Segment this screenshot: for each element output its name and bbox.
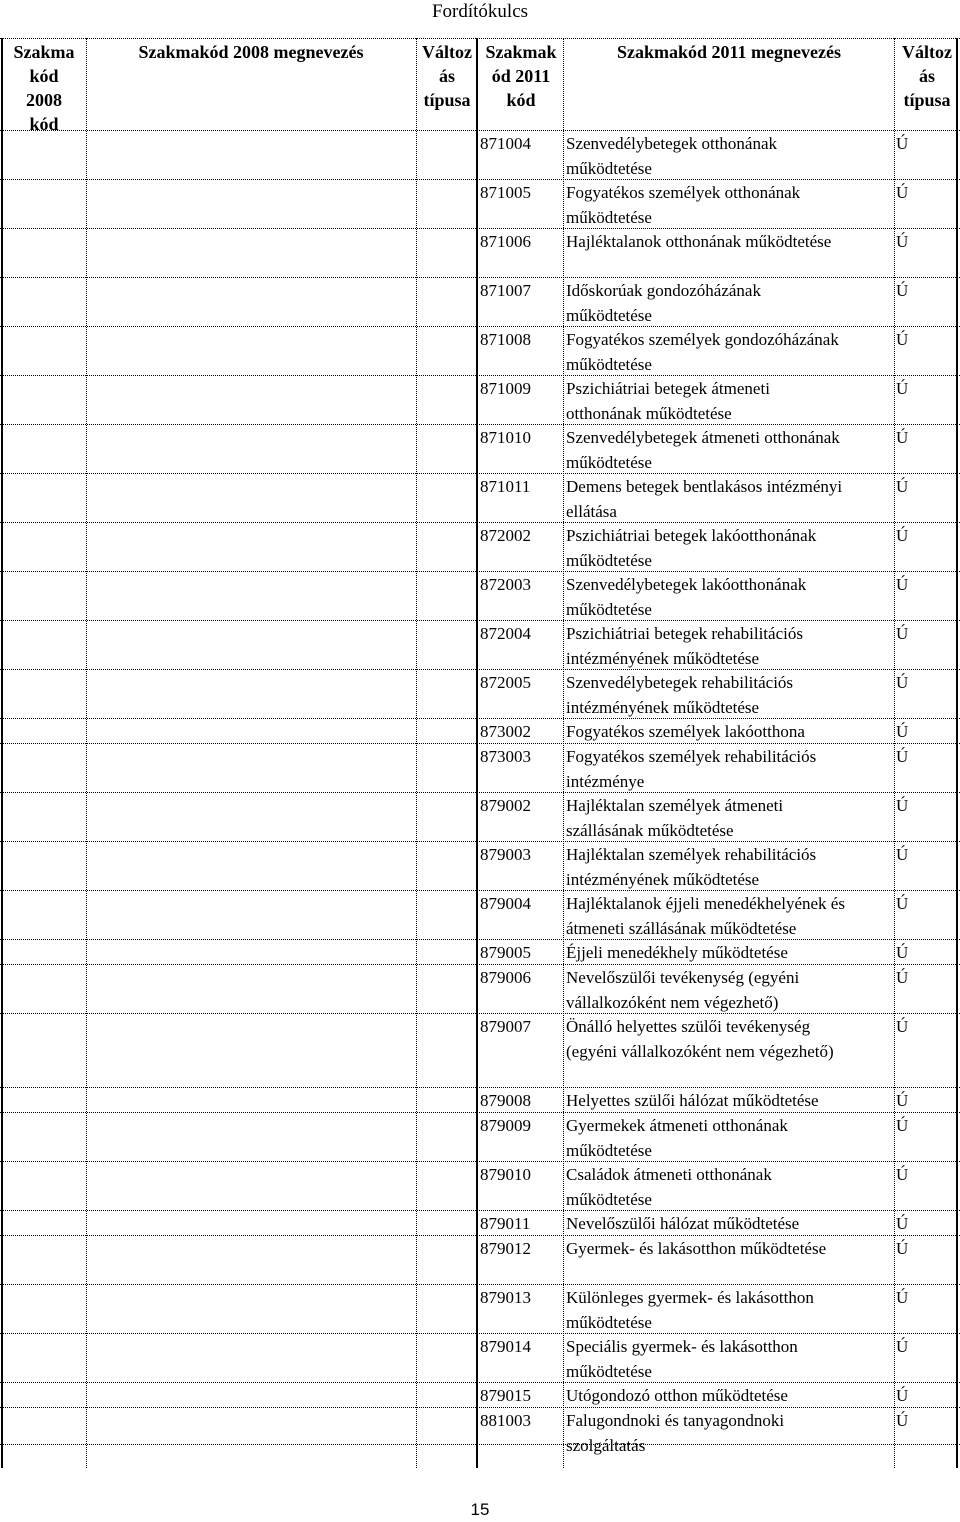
row-type: Ú: [896, 1214, 909, 1233]
row-type: Ú: [896, 1411, 909, 1430]
table-row: [0, 719, 960, 744]
row-code: 879014: [480, 1337, 531, 1356]
row-name: Speciális gyermek- és lakásotthon működtetése: [566, 1337, 798, 1381]
table-row: [0, 1088, 960, 1113]
table-row: [0, 940, 960, 965]
row-code: 871006: [480, 232, 531, 251]
row-name: Helyettes szülői hálózat működtetése: [566, 1091, 819, 1110]
row-type: Ú: [896, 747, 909, 766]
header-new-type: Változ ás típusa: [902, 42, 952, 110]
row-code: 879006: [480, 968, 531, 987]
row-type: Ú: [896, 1116, 909, 1135]
row-name: Pszichiátriai betegek lakóotthonának működtetése: [566, 526, 817, 570]
table-row: [0, 891, 960, 940]
row-type: Ú: [896, 968, 909, 987]
table-row: [0, 1408, 960, 1455]
row-code: 871010: [480, 428, 531, 447]
row-name: Önálló helyettes szülői tevékenység (egyéni vállalkozóként nem végezhető): [566, 1017, 834, 1061]
row-name: Különleges gyermek- és lakásotthon működtetése: [566, 1288, 814, 1332]
table-row: [0, 965, 960, 1014]
column-divider: [1, 38, 3, 1468]
column-divider: [476, 38, 478, 1468]
table-row: [0, 744, 960, 793]
table-row: [0, 793, 960, 842]
table-row: [0, 180, 960, 229]
row-code: 879002: [480, 796, 531, 815]
table-row: [0, 1285, 960, 1334]
column-divider: [956, 38, 958, 1468]
table-row: [0, 1211, 960, 1236]
column-divider: [416, 38, 417, 1468]
row-name: Hajléktalan személyek átmeneti szállásának működtetése: [566, 796, 784, 840]
row-name: Szenvedélybetegek otthonának működtetése: [566, 134, 778, 178]
row-type: Ú: [896, 943, 909, 962]
translation-key-table: [0, 38, 960, 1455]
table-row: [0, 1162, 960, 1211]
row-type: Ú: [896, 477, 909, 496]
row-type: Ú: [896, 330, 909, 349]
row-type: Ú: [896, 281, 909, 300]
row-name: Éjjeli menedékhely működtetése: [566, 943, 788, 962]
row-name: Nevelőszülői hálózat működtetése: [566, 1214, 800, 1233]
row-code: 879015: [480, 1386, 531, 1405]
row-code: 871004: [480, 134, 531, 153]
row-type: Ú: [896, 624, 909, 643]
table-row: [0, 1014, 960, 1088]
row-code: 871005: [480, 183, 531, 202]
row-type: Ú: [896, 134, 909, 153]
row-name: Pszichiátriai betegek rehabilitációs intézményének működtetése: [566, 624, 803, 668]
table-row: [0, 1383, 960, 1408]
row-code: 872005: [480, 673, 531, 692]
row-code: 871011: [480, 477, 531, 496]
header-new-name: Szakmakód 2011 megnevezés: [617, 42, 841, 62]
row-type: Ú: [896, 1165, 909, 1184]
row-name: Fogyatékos személyek otthonának működtetése: [566, 183, 801, 227]
table-header: [0, 38, 960, 134]
table-row: [0, 621, 960, 670]
table-row: [0, 1334, 960, 1383]
row-code: 872003: [480, 575, 531, 594]
row-type: Ú: [896, 1017, 909, 1036]
row-code: 879003: [480, 845, 531, 864]
table-row: [0, 131, 960, 180]
row-type: Ú: [896, 183, 909, 202]
row-type: Ú: [896, 673, 909, 692]
row-type: Ú: [896, 1091, 909, 1110]
row-type: Ú: [896, 526, 909, 545]
row-name: Családok átmeneti otthonának működtetése: [566, 1165, 772, 1209]
row-name: Fogyatékos személyek gondozóházának működtetése: [566, 330, 839, 374]
row-type: Ú: [896, 722, 909, 741]
row-type: Ú: [896, 575, 909, 594]
table-row: [0, 842, 960, 891]
table-row: [0, 1236, 960, 1285]
table-row: [0, 670, 960, 719]
header-old-name: Szakmakód 2008 megnevezés: [138, 42, 364, 62]
row-name: Falugondnoki és tanyagondnoki szolgáltatás: [566, 1411, 785, 1455]
page-title: Fordítókulcs: [431, 1, 529, 22]
row-type: Ú: [896, 1386, 909, 1405]
row-type: Ú: [896, 845, 909, 864]
row-type: Ú: [896, 796, 909, 815]
table-row: [0, 1113, 960, 1162]
row-name: Utógondozó otthon működtetése: [566, 1386, 788, 1405]
table-row: [0, 376, 960, 425]
row-name: Szenvedélybetegek átmeneti otthonának működtetése: [566, 428, 840, 472]
row-name: Időskorúak gondozóházának működtetése: [566, 281, 761, 325]
row-name: Szenvedélybetegek rehabilitációs intézményének működtetése: [566, 673, 794, 717]
column-divider: [894, 38, 895, 1468]
table-row: [0, 572, 960, 621]
row-type: Ú: [896, 1288, 909, 1307]
row-name: Hajléktalanok otthonának működtetése: [566, 232, 832, 251]
table-row: [0, 425, 960, 474]
table-row: [0, 229, 960, 278]
table-body: [0, 131, 960, 1455]
row-code: 879011: [480, 1214, 531, 1233]
row-name: Pszichiátriai betegek átmeneti otthonának működtetése: [566, 379, 770, 423]
row-code: 873003: [480, 747, 531, 766]
column-divider: [563, 38, 564, 1468]
header-old-code: Szakma kód 2008 kód: [13, 42, 75, 134]
row-type: Ú: [896, 232, 909, 251]
row-name: Szenvedélybetegek lakóotthonának működtetése: [566, 575, 807, 619]
row-name: Gyermekek átmeneti otthonának működtetése: [566, 1116, 788, 1160]
row-code: 879012: [480, 1239, 531, 1258]
row-name: Hajléktalanok éjjeli menedékhelyének és átmeneti szállásának működtetése: [566, 894, 845, 938]
page-number: 15: [470, 1500, 490, 1519]
row-code: 879010: [480, 1165, 531, 1184]
table-row: [0, 278, 960, 327]
row-code: 881003: [480, 1411, 531, 1430]
row-code: 873002: [480, 722, 531, 741]
row-code: 879004: [480, 894, 531, 913]
row-type: Ú: [896, 894, 909, 913]
table-row: [0, 474, 960, 523]
row-code: 879007: [480, 1017, 531, 1036]
table-row: [0, 523, 960, 572]
row-name: Fogyatékos személyek rehabilitációs intézménye: [566, 747, 817, 791]
row-code: 879005: [480, 943, 531, 962]
row-type: Ú: [896, 379, 909, 398]
row-code: 872002: [480, 526, 531, 545]
row-code: 871007: [480, 281, 531, 300]
row-code: 871009: [480, 379, 531, 398]
row-type: Ú: [896, 1337, 909, 1356]
row-code: 879009: [480, 1116, 531, 1135]
table-row: [0, 327, 960, 376]
row-name: Fogyatékos személyek lakóotthona: [566, 722, 805, 741]
row-name: Demens betegek bentlakásos intézményi ellátása: [566, 477, 843, 521]
row-name: Hajléktalan személyek rehabilitációs intézményének működtetése: [566, 845, 817, 889]
row-code: 872004: [480, 624, 531, 643]
header-old-type: Változ ás típusa: [422, 42, 472, 110]
row-code: 871008: [480, 330, 531, 349]
header-new-code: Szakmak ód 2011 kód: [485, 42, 557, 110]
row-code: 879013: [480, 1288, 531, 1307]
row-type: Ú: [896, 1239, 909, 1258]
row-name: Gyermek- és lakásotthon működtetése: [566, 1239, 827, 1258]
row-code: 879008: [480, 1091, 531, 1110]
column-divider: [86, 38, 87, 1468]
row-type: Ú: [896, 428, 909, 447]
row-name: Nevelőszülői tevékenység (egyéni vállalkozóként nem végezhető): [566, 968, 800, 1012]
